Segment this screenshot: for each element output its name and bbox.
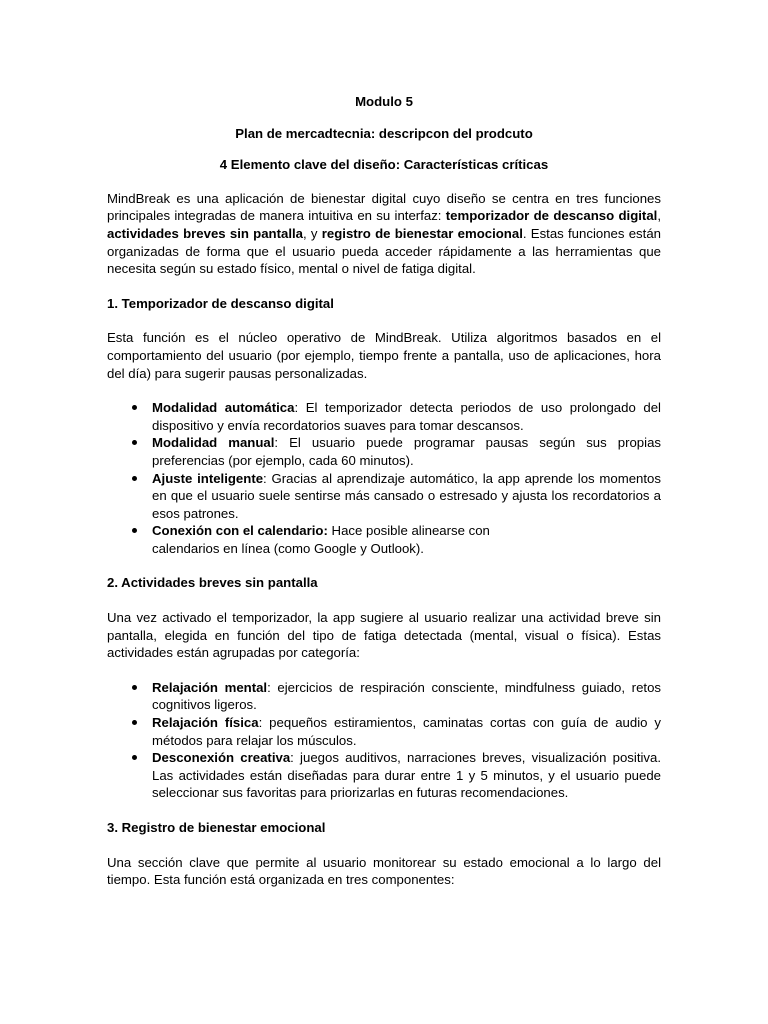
list-item: Relajación física: pequeños estiramientos, caminatas cortas con guía de audio y métodos para relajar los músculos.	[152, 715, 661, 748]
section2-list	[107, 679, 661, 802]
section1-heading: 1. Temporizador de descanso digital	[107, 295, 334, 311]
section2-heading: 2. Actividades breves sin pantalla	[107, 575, 318, 591]
section3-heading: 3. Registro de bienestar emocional	[107, 820, 326, 835]
list-item: Modalidad manual: El usuario puede programar pausas según sus propias preferencias (por ejemplo, cada 60 minutos).	[152, 435, 661, 468]
section1-paragraph: Esta función es el núcleo operativo de MindBreak. Utiliza algoritmos basados en el comportamiento del usuario (por ejemplo, tiempo frente a pantalla, uso de aplicaciones, hora del día) para sugerir pausas personalizadas.	[107, 330, 661, 381]
element-title: 4 Elemento clave del diseño: Características críticas	[219, 157, 549, 173]
section3-paragraph: Una sección clave que permite al usuario monitorear su estado emocional a lo largo del tiempo. Esta función está organizada en tres componentes:	[107, 854, 661, 888]
section2-paragraph: Una vez activado el temporizador, la app sugiere al usuario realizar una actividad breve sin pantalla, elegida en función del tipo de fatiga detectada (mental, visual o física). Estas actividades están agrupadas por categoría:	[107, 610, 661, 661]
section1-list	[107, 399, 661, 557]
plan-title: Plan de mercadtecnia: descripcon del prodcuto	[235, 125, 533, 141]
list-item: Desconexión creativa: juegos auditivos, narraciones breves, visualización positiva. Las actividades están diseñadas para durar entre 1 y 5 minutos, y el usuario puede seleccionar sus favoritas para priorizarlas en futuras recomendaciones.	[152, 750, 662, 801]
list-item: Relajación mental: ejercicios de respiración consciente, mindfulness guiado, retos cognitivos ligeros.	[152, 679, 661, 713]
list-item: Conexión con el calendario: Hace posible alinearse con calendarios en línea (como Google y Outlook).	[152, 522, 661, 557]
intro-paragraph: MindBreak es una aplicación de bienestar digital cuyo diseño se centra en tres funciones principales integradas de manera intuitiva en su interfaz: temporizador de descanso digital, actividades breves sin pantalla, y registro de bienestar emocional. Estas funciones están organizadas de forma que el usuario pueda acceder rápidamente a las herramientas que necesita según su estado físico, mental o nivel de fatiga digital.	[107, 190, 661, 277]
document-page	[107, 86, 661, 889]
list-item: Ajuste inteligente: Gracias al aprendizaje automático, la app aprende los momentos en que el usuario suele sentirse más cansado o estresado y ajusta los recordatorios a esos patrones.	[152, 470, 661, 521]
list-item: Modalidad automática: El temporizador detecta periodos de uso prolongado del dispositivo y envía recordatorios suaves para tomar descansos.	[152, 400, 661, 433]
module-title: Modulo 5	[355, 94, 413, 109]
